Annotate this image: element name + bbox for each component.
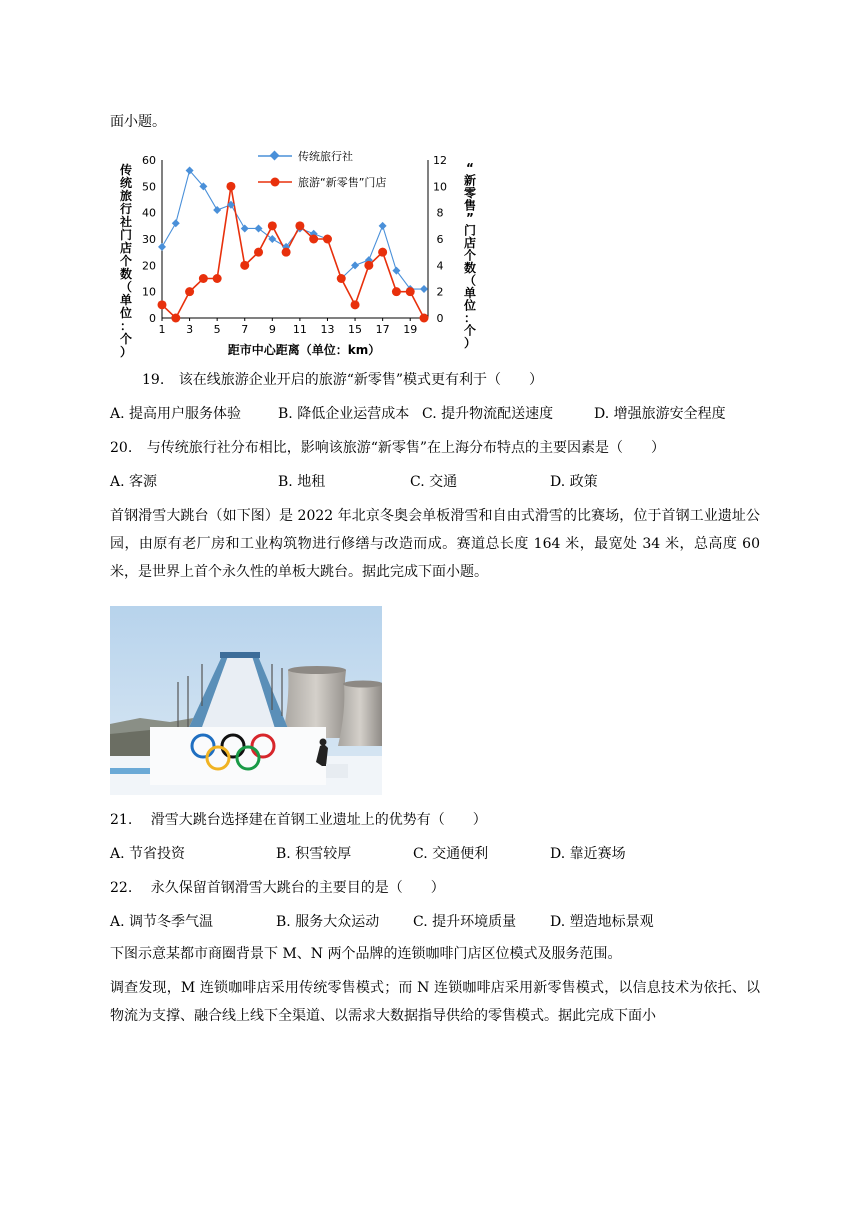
question-stem: 该在线旅游企业开启的旅游“新零售”模式更有利于（ ）	[178, 372, 544, 388]
axis-label-char: 位	[119, 306, 133, 320]
axis-label-char: ：	[463, 311, 477, 325]
data-point-new-retail	[295, 221, 304, 230]
x-tick-label: 17	[375, 323, 390, 336]
y-tick-left-label: 50	[142, 180, 156, 194]
y-tick-left-label: 10	[142, 285, 156, 299]
store-distribution-chart	[108, 146, 500, 362]
legend-marker-diamond	[270, 151, 280, 161]
x-tick-label: 5	[213, 323, 221, 336]
axis-label-char: 售	[463, 198, 477, 213]
legend-label-new-retail: 旅游“新零售”门店	[298, 176, 387, 189]
axis-label-char: ）	[119, 345, 133, 359]
axis-label-char: 新	[463, 173, 477, 188]
data-point-new-retail	[406, 287, 415, 296]
x-tick-label: 3	[186, 323, 194, 336]
legend-label-traditional: 传统旅行社	[298, 150, 353, 163]
question-stem: 滑雪大跳台选择建在首钢工业遗址上的优势有（ ）	[150, 812, 487, 828]
axis-label-char: 店	[463, 236, 477, 250]
data-point-new-retail	[226, 182, 235, 191]
x-tick-label: 1	[158, 323, 166, 336]
passage-ski-jump: 首钢滑雪大跳台（如下图）是 2022 年北京冬奥会单板滑雪和自由式滑雪的比赛场，位于首钢工业遗址公园，由原有老厂房和工业构筑物进行修缮与改造而成。赛道总长度 164 米，最宽处 34 米，总高度 60 米，是世界上首个永久性的单板大跳台。据此完成下面小题。	[110, 508, 760, 580]
axis-label-char: 个	[119, 254, 133, 268]
data-point-traditional	[420, 285, 428, 293]
axis-label-char: 数	[119, 267, 133, 281]
y-tick-right-label: 0	[436, 312, 444, 325]
data-point-new-retail	[309, 235, 318, 244]
question-19-options	[110, 404, 760, 424]
question-number: 21.	[110, 812, 133, 828]
option-c[interactable]: C. 提升环境质量	[413, 914, 517, 930]
data-point-traditional	[241, 224, 249, 232]
axis-label-char: 门	[119, 228, 133, 242]
question-20	[110, 438, 665, 458]
option-c[interactable]: C. 提升物流配送速度	[422, 406, 554, 422]
option-d[interactable]: D. 靠近赛场	[550, 846, 626, 862]
question-number: 22.	[110, 880, 133, 896]
data-point-traditional	[213, 206, 221, 214]
axis-label-char: 个	[119, 332, 133, 346]
y-axis-right-label	[463, 161, 476, 350]
passage-coffee-intro: 下图示意某都市商圈背景下 M、N 两个品牌的连锁咖啡门店区位模式及服务范围。	[110, 946, 622, 962]
data-point-new-retail	[392, 287, 401, 296]
axis-label-char: 行	[119, 202, 133, 216]
y-tick-left-label: 30	[142, 233, 156, 246]
option-a[interactable]: A. 提高用户服务体验	[110, 406, 242, 422]
option-b[interactable]: B. 地租	[278, 474, 326, 490]
y-tick-right-label: 10	[433, 180, 447, 194]
axis-label-char: （	[119, 280, 133, 294]
question-stem: 与传统旅行社分布相比，影响该旅游“新零售”在上海分布特点的主要因素是（ ）	[146, 440, 666, 456]
x-tick-label: 9	[268, 323, 276, 336]
option-a[interactable]: A. 节省投资	[110, 846, 186, 862]
axis-label-char: 零	[463, 186, 477, 200]
data-point-new-retail	[254, 248, 263, 257]
data-point-new-retail	[213, 274, 222, 283]
data-point-new-retail	[420, 314, 429, 323]
axis-label-char: 个	[463, 323, 477, 338]
option-d[interactable]: D. 政策	[550, 474, 598, 490]
axis-label-char: 位	[463, 298, 477, 313]
y-tick-left-label: 0	[149, 312, 156, 325]
question-number: 20.	[110, 440, 133, 456]
passage-coffee-survey: 调查发现，M 连锁咖啡店采用传统零售模式；而 N 连锁咖啡店采用新零售模式，以信息技术为依托、以物流为支撑、融合线上线下全渠道、以需求大数据指导供给的零售模式。据此完成下面小	[110, 980, 760, 1024]
data-point-new-retail	[337, 274, 346, 283]
data-point-traditional	[379, 222, 387, 230]
data-point-new-retail	[268, 221, 277, 230]
y-tick-right-label: 12	[433, 154, 447, 167]
data-point-new-retail	[323, 235, 332, 244]
data-point-new-retail	[282, 248, 291, 257]
option-d[interactable]: D. 增强旅游安全程度	[594, 406, 726, 422]
question-22-options	[110, 912, 760, 932]
axis-label-char: 旅	[119, 189, 133, 203]
axis-label-char: ）	[463, 336, 477, 350]
chart-legend	[258, 149, 386, 189]
data-point-new-retail	[171, 314, 180, 323]
question-21	[110, 810, 487, 830]
legend-marker-circle	[271, 178, 280, 187]
x-tick-label: 15	[348, 323, 363, 336]
y-tick-right-label: 2	[436, 285, 444, 299]
data-point-new-retail	[378, 248, 387, 257]
question-number: 19.	[142, 372, 165, 388]
question-21-options	[110, 844, 760, 864]
axis-label-char: 传	[119, 163, 133, 177]
x-tick-label: 13	[320, 323, 335, 336]
data-point-new-retail	[351, 300, 360, 309]
question-22	[110, 878, 445, 898]
data-point-new-retail	[364, 261, 373, 270]
option-c[interactable]: C. 交通便利	[413, 846, 489, 862]
data-point-new-retail	[240, 261, 249, 270]
option-b[interactable]: B. 降低企业运营成本	[278, 406, 410, 422]
y-tick-left-label: 20	[142, 259, 156, 273]
option-b[interactable]: B. 积雪较厚	[276, 846, 352, 862]
data-point-new-retail	[185, 287, 194, 296]
y-axis-left-label	[119, 162, 132, 359]
y-tick-right-label: 6	[436, 233, 444, 246]
axis-label-char: （	[463, 273, 477, 288]
x-tick-label: 19	[403, 323, 418, 336]
axis-label-char: 单	[119, 293, 133, 307]
option-a[interactable]: A. 调节冬季气温	[110, 914, 214, 930]
x-tick-label: 11	[292, 323, 307, 336]
option-a[interactable]: A. 客源	[110, 474, 158, 490]
axis-label-char: 单	[463, 286, 477, 300]
axis-label-char: 社	[119, 215, 133, 229]
axis-label-char: ”	[466, 211, 474, 225]
x-tick-label: 7	[241, 323, 249, 336]
data-point-traditional	[172, 219, 180, 227]
y-tick-right-label: 8	[436, 206, 444, 220]
axis-label-char: 门	[463, 223, 477, 238]
data-point-new-retail	[199, 274, 208, 283]
option-d[interactable]: D. 塑造地标景观	[550, 914, 654, 930]
axis-label-char: ：	[119, 319, 133, 333]
axis-label-char: 个	[463, 248, 477, 263]
x-axis-label: 距市中心距离（单位：km）	[227, 343, 381, 357]
question-19	[110, 370, 543, 390]
question-stem: 永久保留首钢滑雪大跳台的主要目的是（ ）	[150, 880, 445, 896]
axis-label-char: 统	[119, 176, 133, 190]
y-tick-left-label: 40	[142, 206, 156, 220]
axis-label-char: 数	[463, 261, 477, 275]
axis-label-char: “	[466, 161, 474, 175]
ski-jump-photo	[110, 606, 382, 795]
data-point-traditional	[158, 243, 166, 251]
y-tick-right-label: 4	[436, 259, 444, 273]
axis-label-char: 店	[119, 241, 133, 255]
y-tick-left-label: 60	[142, 154, 156, 167]
data-point-traditional	[392, 267, 400, 275]
option-c[interactable]: C. 交通	[410, 474, 458, 490]
data-point-new-retail	[158, 300, 167, 309]
intro-text-fragment: 面小题。	[110, 114, 166, 130]
question-20-options	[110, 472, 760, 492]
option-b[interactable]: B. 服务大众运动	[276, 914, 380, 930]
